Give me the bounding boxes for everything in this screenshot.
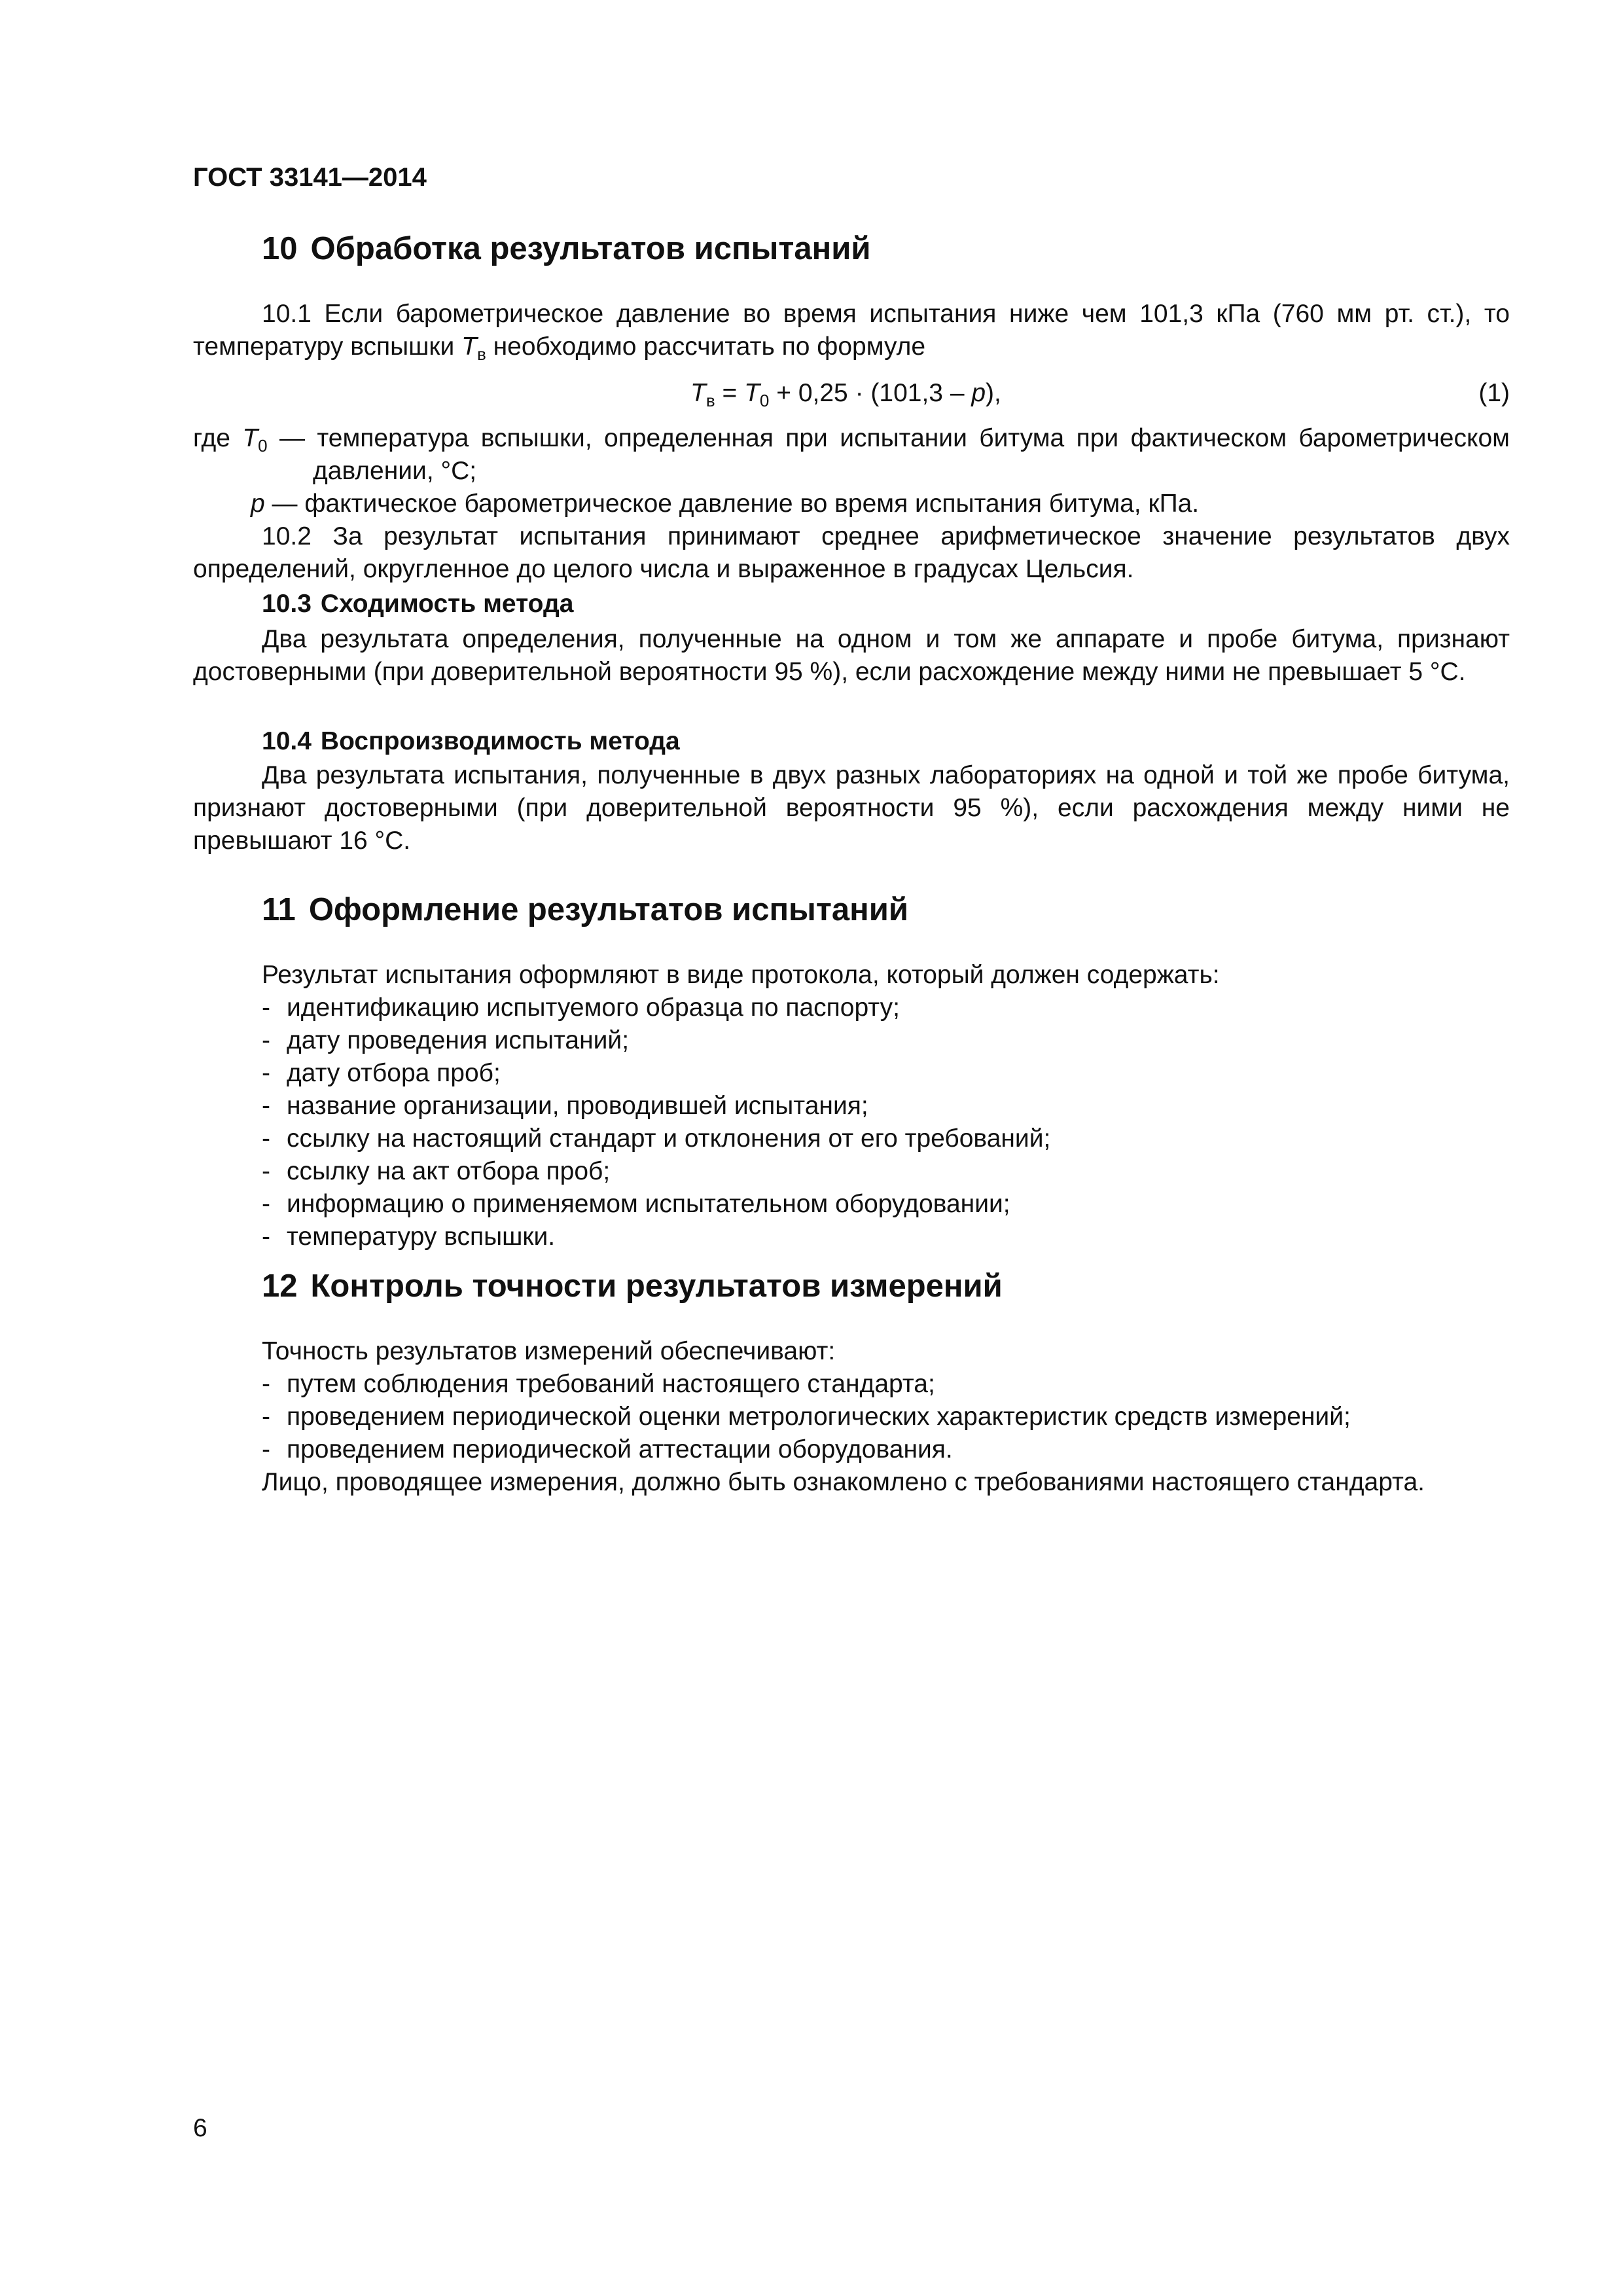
formula-term: ), xyxy=(986,379,1001,407)
subsection-title: Сходимость метода xyxy=(320,590,574,618)
list-item: - ссылку на настоящий стандарт и отклонения от его требований; xyxy=(262,1122,1510,1155)
section-number: 10 xyxy=(262,231,298,266)
section-title: Обработка результатов испытаний xyxy=(310,231,871,266)
paragraph-text: 10.1 Если барометрическое давление во время испытания ниже чем 101,3 кПа (760 мм рт. ст.), то температуру вспышки xyxy=(193,300,1510,361)
symbol-subscript: в xyxy=(476,344,486,364)
formula-subscript: 0 xyxy=(759,391,770,410)
section-title: Контроль точности результатов измерений xyxy=(310,1268,1003,1304)
list-item: - проведением периодической аттестации оборудования. xyxy=(262,1433,1510,1466)
section-12-heading xyxy=(262,1266,1003,1306)
list-item: - дату отбора проб; xyxy=(262,1057,1510,1090)
list-item: - информацию о применяемом испытательном оборудовании; xyxy=(262,1188,1510,1221)
list-item: - идентификацию испытуемого образца по паспорту; xyxy=(262,992,1510,1024)
legend-symbol: T xyxy=(242,424,259,452)
document-page xyxy=(193,0,1510,2296)
section-11-heading xyxy=(262,890,908,929)
legend-symbol: p xyxy=(251,490,265,518)
subsection-title: Воспроизводимость метода xyxy=(320,727,680,755)
protocol-contents-list xyxy=(262,992,1510,1253)
legend-item-p xyxy=(193,488,1510,520)
section-12-closing: Лицо, проводящее измерения, должно быть ознакомлено с требованиями настоящего стандарта. xyxy=(262,1468,1425,1496)
page-number: 6 xyxy=(193,2114,207,2142)
section-number: 11 xyxy=(262,892,296,927)
section-title: Оформление результатов испытаний xyxy=(308,892,908,927)
paragraph-10-1 xyxy=(193,298,1510,363)
formula-expression xyxy=(690,377,1001,410)
list-item: - проведением периодической оценки метрологических характеристик средств измерений; xyxy=(262,1401,1510,1433)
legend-text: — фактическое барометрическое давление во время испытания битума, кПа. xyxy=(264,490,1200,518)
paragraph-text: необходимо рассчитать по формуле xyxy=(486,332,926,361)
formula-number: (1) xyxy=(1478,379,1510,407)
legend-subscript: 0 xyxy=(258,436,268,456)
formula-symbol: p xyxy=(971,379,986,407)
section-number: 12 xyxy=(262,1268,298,1304)
formula-1 xyxy=(193,377,1510,410)
formula-symbol: T xyxy=(744,379,760,407)
section-11-intro: Результат испытания оформляют в виде протокола, который должен содержать: xyxy=(262,961,1220,989)
formula-legend xyxy=(193,422,1510,520)
legend-item-t0 xyxy=(193,422,1510,488)
formula-subscript: в xyxy=(705,391,715,410)
subsection-number: 10.4 xyxy=(262,727,312,755)
accuracy-measures-list xyxy=(262,1368,1510,1466)
list-item: - название организации, проводившей испытания; xyxy=(262,1090,1510,1122)
paragraph-10-3: Два результата определения, полученные на одном и том же аппарате и пробе битума, признают достоверными (при доверительной вероятности 95 %), если расхождение между ними не превышает 5 °C. xyxy=(193,625,1510,686)
formula-operator: = xyxy=(715,379,745,407)
legend-text: — температура вспышки, определенная при испытании битума при фактическом барометрическом давлении, °C; xyxy=(267,424,1510,485)
paragraph-10-2: 10.2 За результат испытания принимают среднее арифметическое значение результатов двух определений, округленное до целого числа и выраженное в градусах Цельсия. xyxy=(193,522,1510,583)
formula-term: + 0,25 · (101,3 – xyxy=(769,379,972,407)
list-item: - путем соблюдения требований настоящего стандарта; xyxy=(262,1368,1510,1401)
list-item: - ссылку на акт отбора проб; xyxy=(262,1155,1510,1188)
list-item: - дату проведения испытаний; xyxy=(262,1024,1510,1057)
section-10-heading xyxy=(262,229,870,268)
formula-symbol: T xyxy=(690,379,706,407)
legend-prefix: где xyxy=(193,424,243,452)
subsection-10-3-heading xyxy=(262,588,573,620)
paragraph-10-4: Два результата испытания, полученные в двух разных лабораториях на одной и той же пробе битума, признают достоверными (при доверительной вероятности 95 %), если расхождения между ними не превышают 16 °C. xyxy=(193,761,1510,855)
subsection-10-4-heading xyxy=(262,725,680,758)
list-item: - температуру вспышки. xyxy=(262,1221,1510,1253)
symbol-t: T xyxy=(461,332,477,361)
subsection-number: 10.3 xyxy=(262,590,312,618)
section-12-intro: Точность результатов измерений обеспечивают: xyxy=(262,1337,836,1365)
document-id: ГОСТ 33141—2014 xyxy=(193,163,427,192)
